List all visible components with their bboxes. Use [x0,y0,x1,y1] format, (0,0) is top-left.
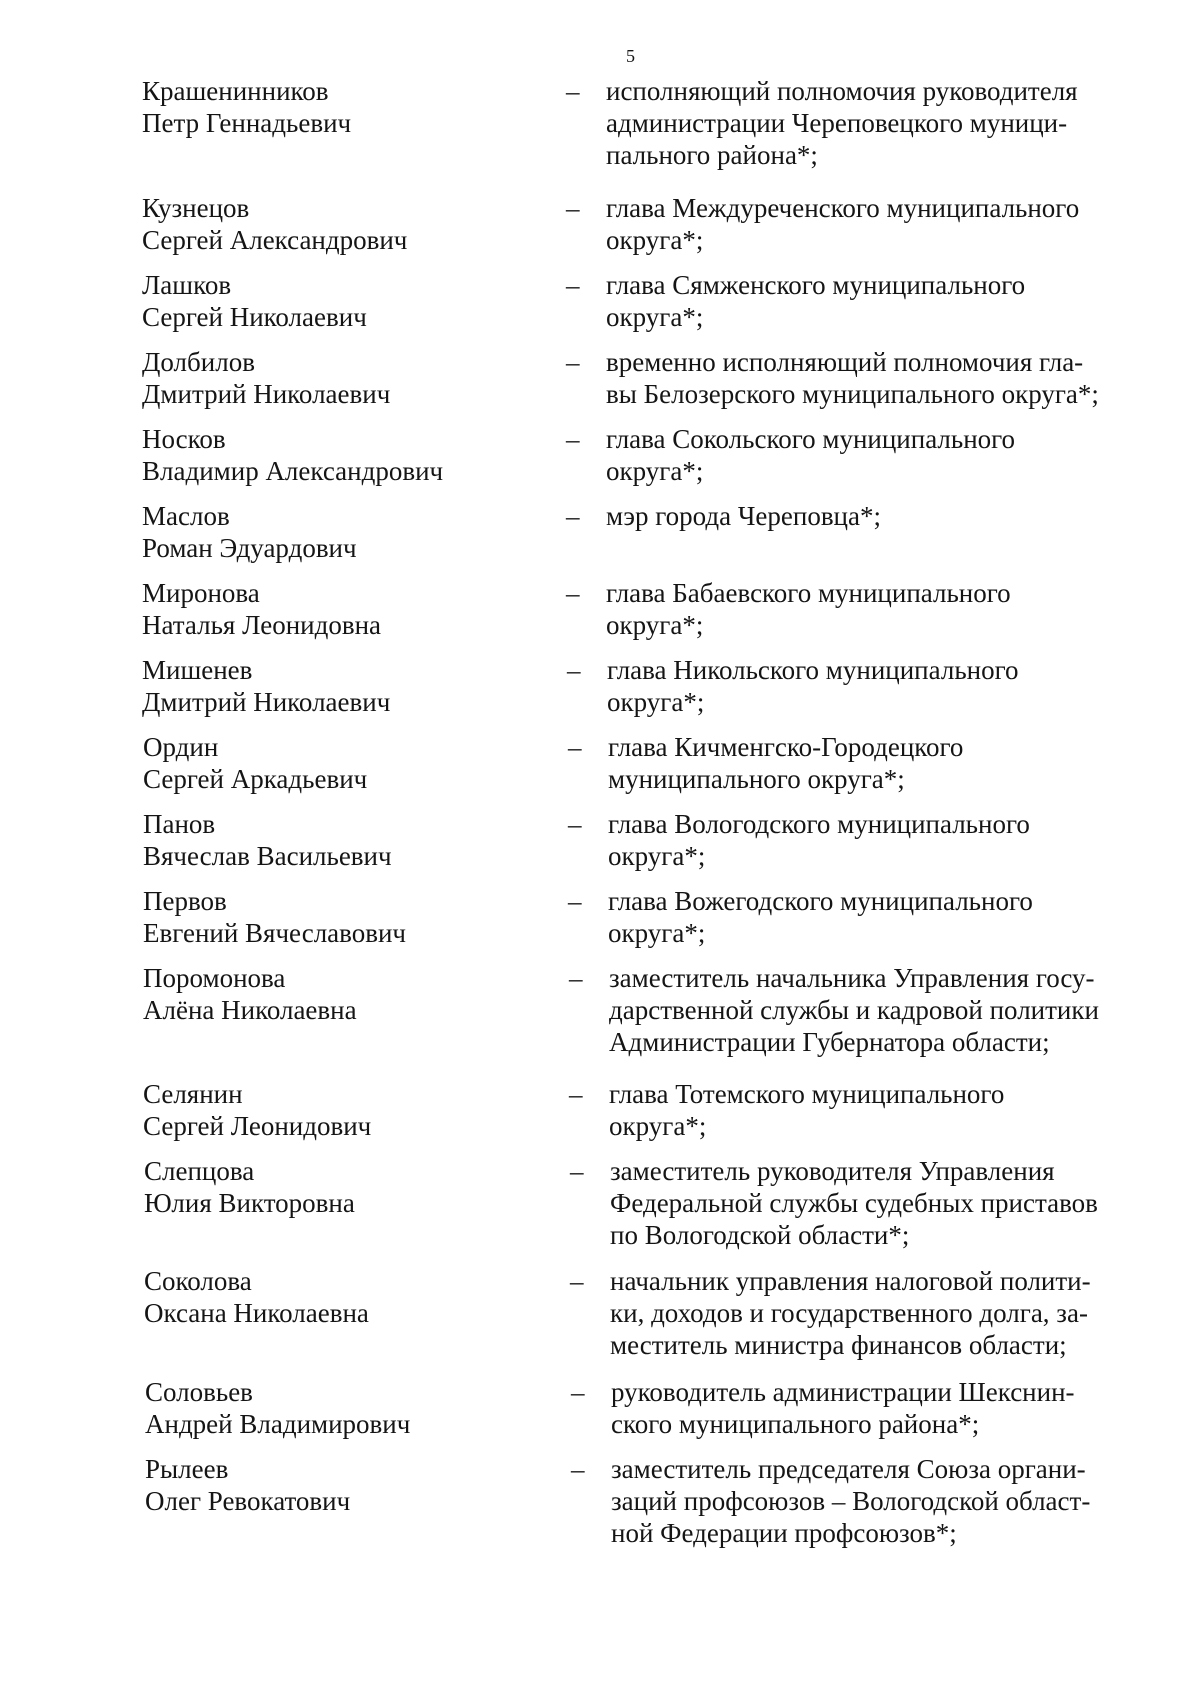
member-surname: Слепцова [144,1156,255,1186]
dash-separator: – [568,732,582,762]
role-line: ки, доходов и государственного долга, за- [610,1298,1088,1328]
member-name [143,885,603,949]
role-line: округа*; [606,610,704,640]
role-line: заместитель председателя Союза органи- [611,1454,1086,1484]
member-name [142,192,602,256]
member-role [611,1376,1171,1440]
member-surname: Крашенинников [142,76,329,106]
dash-separator: – [566,578,580,608]
member-role [610,1265,1170,1361]
member-surname: Маслов [142,501,230,531]
role-line: по Вологодской области*; [610,1220,910,1250]
role-line: глава Никольского муниципального [607,655,1019,685]
role-line: исполняющий полномочия руководителя [606,76,1078,106]
dash-separator: – [568,809,582,839]
member-given-names: Вячеслав Васильевич [143,841,392,871]
member-name [145,1453,605,1517]
role-line: заций профсоюзов – Вологодской област- [611,1486,1091,1516]
role-line: глава Вологодского муниципального [608,809,1030,839]
member-name [142,269,602,333]
member-role [607,654,1167,718]
member-surname: Носков [142,424,226,454]
role-line: округа*; [608,841,706,871]
dash-separator: – [570,1156,584,1186]
member-given-names: Сергей Николаевич [142,302,367,332]
member-role [608,731,1168,795]
member-name [143,808,603,872]
member-surname: Рылеев [145,1454,229,1484]
member-role [609,1078,1169,1142]
dash-separator: – [569,1079,583,1109]
role-line: округа*; [606,456,704,486]
member-name [142,346,602,410]
member-surname: Долбилов [142,347,255,377]
member-given-names: Дмитрий Николаевич [142,687,391,717]
dash-separator: – [567,655,581,685]
member-surname: Селянин [143,1079,243,1109]
member-given-names: Алёна Николаевна [143,995,357,1025]
member-surname: Ордин [143,732,219,762]
role-line: глава Тотемского муниципального [609,1079,1005,1109]
role-line: округа*; [607,687,705,717]
member-surname: Лашков [142,270,232,300]
member-name [144,1155,604,1219]
member-surname: Мишенев [142,655,253,685]
role-line: округа*; [608,918,706,948]
member-name [145,1376,605,1440]
member-surname: Соловьев [145,1377,253,1407]
member-role [606,423,1166,487]
role-line: администрации Череповецкого муници- [606,108,1068,138]
role-line: округа*; [609,1111,707,1141]
member-name [143,1078,603,1142]
member-given-names: Сергей Аркадьевич [143,764,368,794]
role-line: ной Федерации профсоюзов*; [611,1518,957,1548]
member-name [142,75,602,139]
dash-separator: – [571,1377,585,1407]
member-given-names: Андрей Владимирович [145,1409,411,1439]
role-line: заместитель начальника Управления госу- [609,963,1095,993]
role-line: округа*; [606,302,704,332]
member-name [142,654,602,718]
role-line: глава Междуреченского муниципального [606,193,1080,223]
member-surname: Миронова [142,578,260,608]
dash-separator: – [566,76,580,106]
role-line: глава Вожегодского муниципального [608,886,1033,916]
role-line: временно исполняющий полномочия гла- [606,347,1084,377]
member-surname: Поромонова [143,963,286,993]
member-given-names: Олег Ревокатович [145,1486,351,1516]
dash-separator: – [566,270,580,300]
member-surname: Соколова [144,1266,252,1296]
role-line: дарственной службы и кадровой политики [609,995,1099,1025]
member-given-names: Сергей Леонидович [143,1111,372,1141]
member-role [606,577,1166,641]
member-role [606,500,1166,532]
role-line: ского муниципального района*; [611,1409,980,1439]
member-surname: Панов [143,809,216,839]
member-name [143,962,603,1026]
role-line: мэр города Череповца*; [606,501,881,531]
dash-separator: – [566,193,580,223]
role-line: заместитель руководителя Управления [610,1156,1055,1186]
role-line: глава Сямженского муниципального [606,270,1026,300]
role-line: округа*; [606,225,704,255]
member-given-names: Евгений Вячеславович [143,918,406,948]
member-given-names: Сергей Александрович [142,225,408,255]
dash-separator: – [571,1454,585,1484]
dash-separator: – [570,1266,584,1296]
dash-separator: – [566,347,580,377]
dash-separator: – [566,501,580,531]
member-given-names: Роман Эдуардович [142,533,357,563]
role-line: глава Кичменгско-Городецкого [608,732,964,762]
role-line: руководитель администрации Шекснин- [611,1377,1075,1407]
member-given-names: Оксана Николаевна [144,1298,369,1328]
role-line: глава Сокольского муниципального [606,424,1016,454]
member-name [142,577,602,641]
member-role [609,962,1169,1058]
role-line: пального района*; [606,140,818,170]
member-given-names: Юлия Викторовна [144,1188,355,1218]
member-role [606,75,1166,171]
member-role [606,269,1166,333]
member-role [606,346,1166,410]
member-name [142,500,602,564]
dash-separator: – [566,424,580,454]
dash-separator: – [569,963,583,993]
member-name [144,1265,604,1329]
role-line: Федеральной службы судебных приставов [610,1188,1098,1218]
role-line: глава Бабаевского муниципального [606,578,1011,608]
role-line: Администрации Губернатора области; [609,1027,1050,1057]
member-name [142,423,602,487]
member-given-names: Петр Геннадьевич [142,108,352,138]
member-role [611,1453,1171,1549]
member-given-names: Наталья Леонидовна [142,610,382,640]
member-surname: Кузнецов [142,193,250,223]
member-role [610,1155,1170,1251]
member-given-names: Дмитрий Николаевич [142,379,391,409]
member-role [606,192,1166,256]
role-line: муниципального округа*; [608,764,905,794]
dash-separator: – [568,886,582,916]
member-role [608,885,1168,949]
member-given-names: Владимир Александрович [142,456,444,486]
role-line: вы Белозерского муниципального округа*; [606,379,1099,409]
member-name [143,731,603,795]
member-surname: Первов [143,886,227,916]
role-line: меститель министра финансов области; [610,1330,1067,1360]
page-number: 5 [626,46,635,66]
role-line: начальник управления налоговой полити- [610,1266,1091,1296]
member-role [608,808,1168,872]
